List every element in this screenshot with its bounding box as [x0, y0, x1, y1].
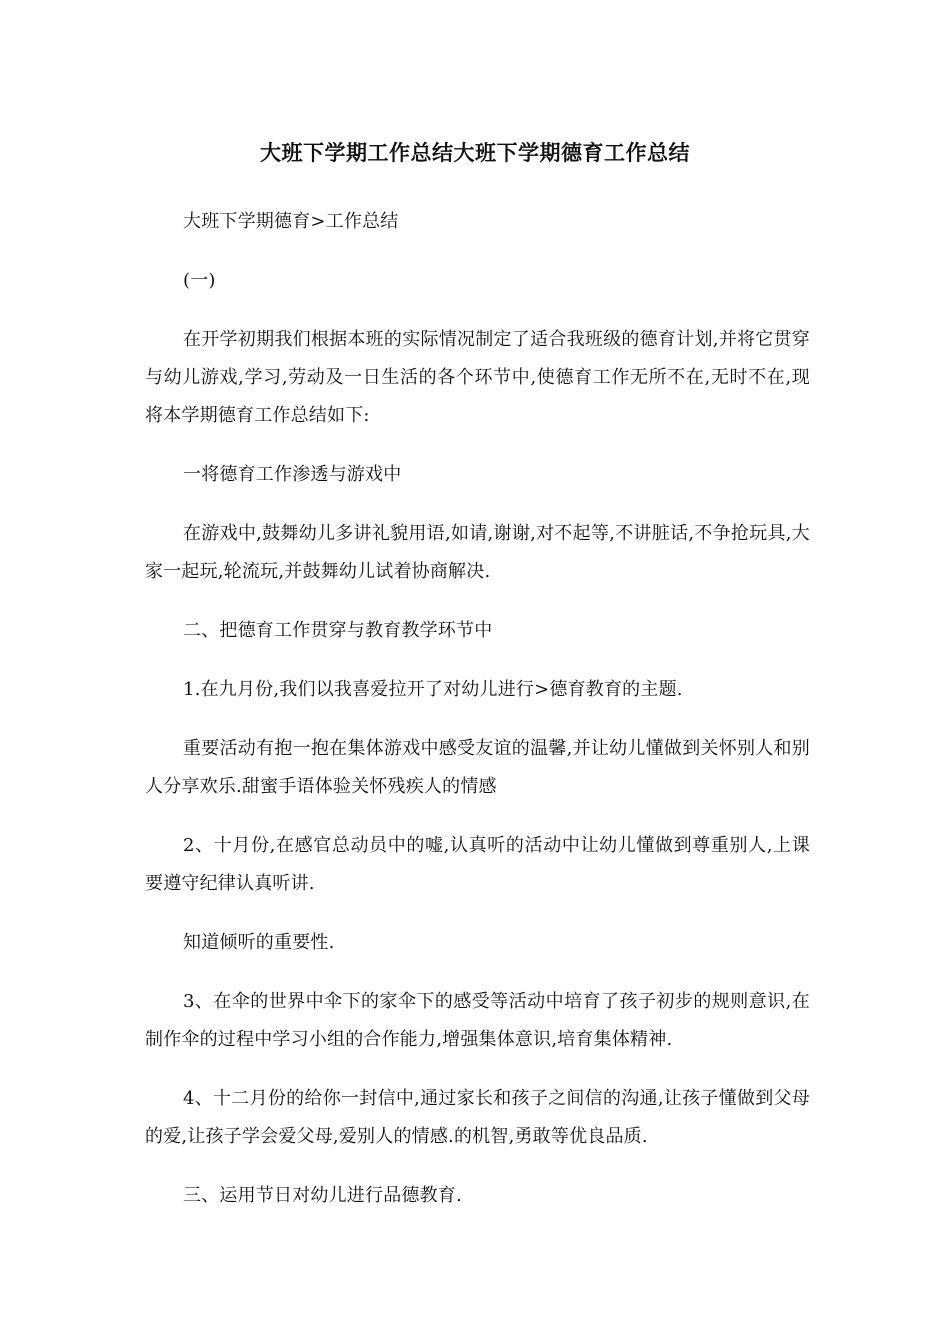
- paragraph-games: 在游戏中,鼓舞幼儿多讲礼貌用语,如请,谢谢,对不起等,不讲脏话,不争抢玩具,大家一起玩,轮流玩,并鼓舞幼儿试着协商解决.: [145, 523, 810, 582]
- paragraph-activities: 重要活动有抱一抱在集体游戏中感受友谊的温馨,并让幼儿懂做到关怀别人和别人分享欢乐.甜蜜手语体验关怀残疾人的情感: [145, 738, 810, 797]
- document-title: 大班下学期工作总结大班下学期德育工作总结: [260, 140, 690, 165]
- heading-section-1: 一将德育工作渗透与游戏中: [183, 464, 402, 485]
- heading-section-3: 三、运用节日对幼儿进行品德教育.: [183, 1185, 462, 1206]
- paragraph-section-marker: (一): [183, 270, 216, 291]
- paragraph-item-4: 4、十二月份的给你一封信中,通过家长和孩子之间信的沟通,让孩子懂做到父母的爱,让孩子学会爱父母,爱别人的情感.的机智,勇敢等优良品质.: [145, 1088, 810, 1147]
- paragraph-intro: 在开学初期我们根据本班的实际情况制定了适合我班级的德育计划,并将它贯穿与幼儿游戏,学习,劳动及一日生活的各个环节中,使德育工作无所不在,无时不在,现将本学期德育工作总结如下:: [145, 329, 810, 426]
- heading-section-2: 二、把德育工作贯穿与教育教学环节中: [183, 620, 493, 641]
- paragraph-item-3: 3、在伞的世界中伞下的家伞下的感受等活动中培育了孩子初步的规则意识,在制作伞的过程中学习小组的合作能力,增强集体意识,培育集体精神.: [145, 991, 810, 1050]
- paragraph-subtitle: 大班下学期德育>工作总结: [183, 211, 399, 232]
- document-body: [145, 203, 810, 1236]
- paragraph-item-2: 2、十月份,在感官总动员中的嘘,认真听的活动中让幼儿懂做到尊重别人,上课要遵守纪律认真听讲.: [145, 835, 810, 894]
- paragraph-listening: 知道倾听的重要性.: [183, 932, 335, 953]
- paragraph-item-1: 1.在九月份,我们以我喜爱拉开了对幼儿进行>德育教育的主题.: [183, 679, 683, 700]
